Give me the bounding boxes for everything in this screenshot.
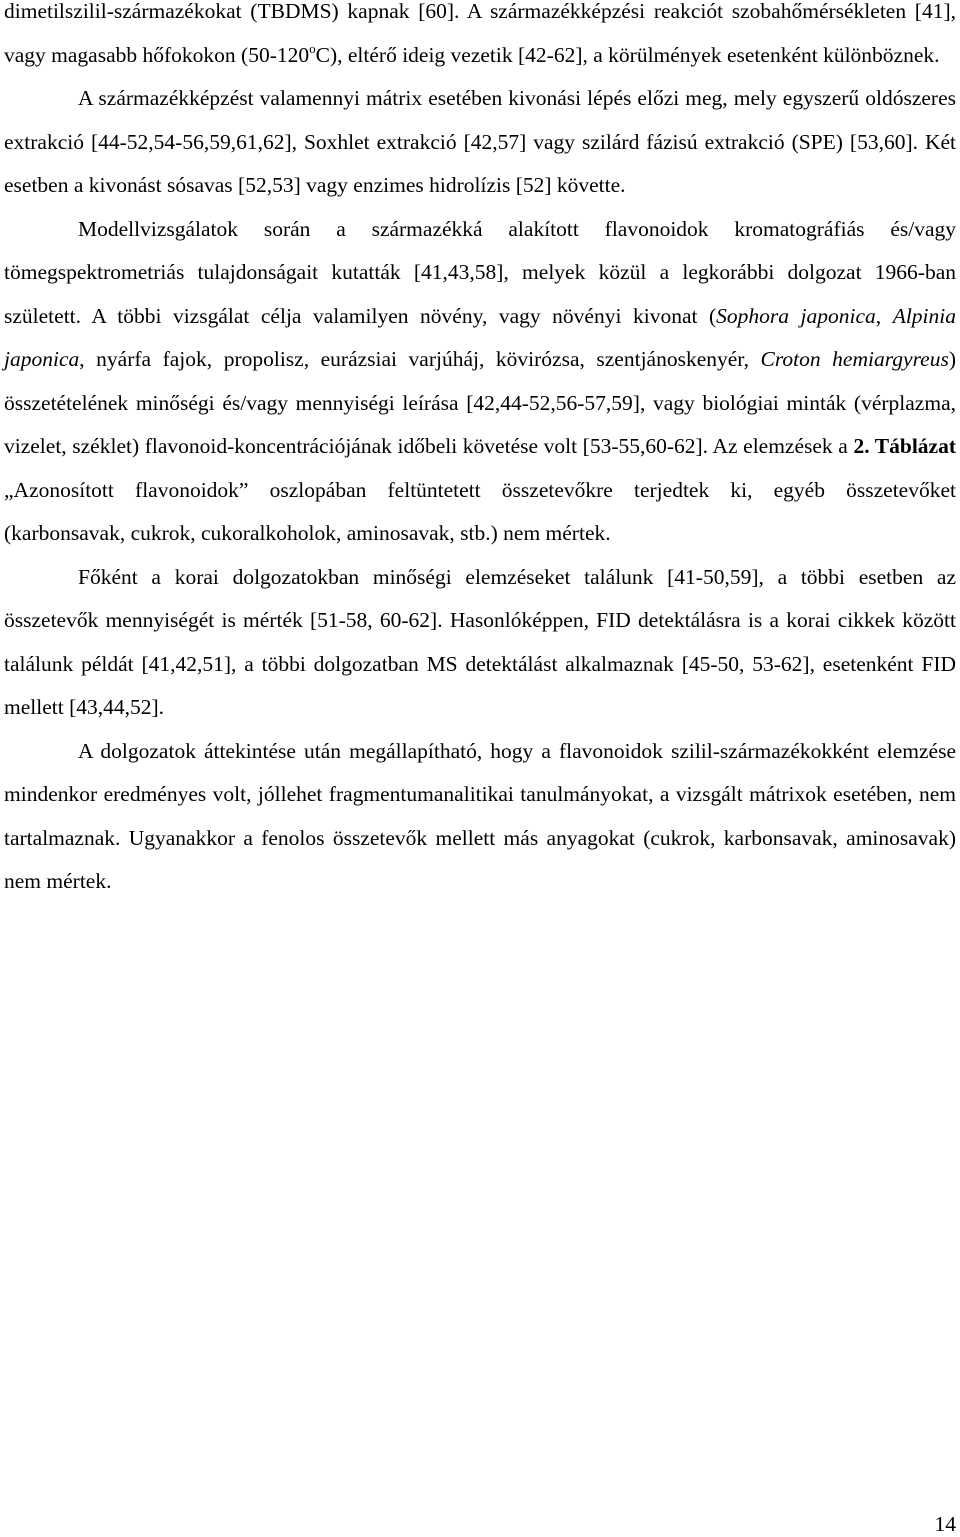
- body-text: [4, 0, 956, 904]
- paragraph-detection: [4, 556, 956, 730]
- text-run: „Azonosított flavonoidok” oszlopában feltüntetett összetevőkre terjedtek ki, egyéb összetevőket (karbonsavak, cukrok, cukoralkoholok, aminosavak, stb.) nem mértek.: [4, 477, 956, 545]
- bold-table-reference: 2. Táblázat: [853, 434, 957, 458]
- text-run: C), eltérő ideig vezetik [42-62], a körülmények esetenként különböznek.: [315, 42, 940, 67]
- paragraph-conclusion: [4, 730, 956, 904]
- text-run: A származékképzést valamennyi mátrix esetében kivonási lépés előzi meg, mely egyszerű oldószeres extrakció [44-52,54-56,59,61,62], Soxhlet extrakció [42,57] vagy szilárd fázisú extrakció (SPE) [53,60]. Két esetben a kivonást sósavas [52,53] vagy enzimes hidrolízis [52] követte.: [4, 86, 956, 197]
- italic-species-name: Sophora japonica: [716, 303, 876, 328]
- superscript-text: o: [309, 40, 316, 56]
- text-run: , nyárfa fajok, propolisz, eurázsiai varjúháj, kövirózsa, szentjánoskenyér,: [79, 347, 761, 371]
- text-run: Modellvizsgálatok során a származékká alakított flavonoidok kromatográfiás és/vagy tömegspektrometriás tulajdonságait kutatták [41,43,58], melyek közül a legkorábbi dolgozat 1966-ban született. A többi vizsgálat célja valamilyen növény, vagy növényi kivonat (: [4, 216, 956, 328]
- text-run: Főként a korai dolgozatokban minőségi elemzéseket találunk [41-50,59], a többi esetben az összetevők mennyiségét is mérték [51-58, 60-62]. Hasonlóképpen, FID detektálásra is a korai cikkek között találunk példát [41,42,51], a többi dolgozatban MS detektálást alkalmaznak [45-50, 53-62], esetenként FID mellett [43,44,52].: [4, 564, 956, 719]
- text-run: dimetilszilil-származékokat (TBDMS) kapnak [60]. A származékképzési reakciót szobahőmérsékleten [41], vagy magasabb hőfokokon (50-120: [4, 0, 956, 67]
- page-number: 14: [934, 1512, 956, 1536]
- italic-species-name: Croton hemiargyreus: [760, 347, 949, 371]
- paragraph-continuation: [4, 0, 956, 77]
- paragraph-extraction: [4, 77, 956, 208]
- text-run: ) összetételének minőségi és/vagy mennyiségi leírása [42,44-52,56-57,59], vagy biológiai minták (vérplazma, vizelet, széklet) flavonoid-koncentrációjának időbeli követése volt [53-55,60-62]. Az elemzések a: [4, 347, 956, 458]
- paragraph-model-studies: [4, 208, 956, 556]
- italic-species-name: Alpinia japonica: [4, 303, 957, 371]
- text-run: ,: [875, 303, 893, 328]
- text-run: A dolgozatok áttekintése után megállapítható, hogy a flavonoidok szilil-származékokként elemzése mindenkor eredményes volt, jóllehet fragmentumanalitikai tanulmányokat, a vizsgált mátrixok esetében, nem tartalmaznak. Ugyanakkor a fenolos összetevők mellett más anyagokat (cukrok, karbonsavak, aminosavak) nem mértek.: [4, 738, 956, 893]
